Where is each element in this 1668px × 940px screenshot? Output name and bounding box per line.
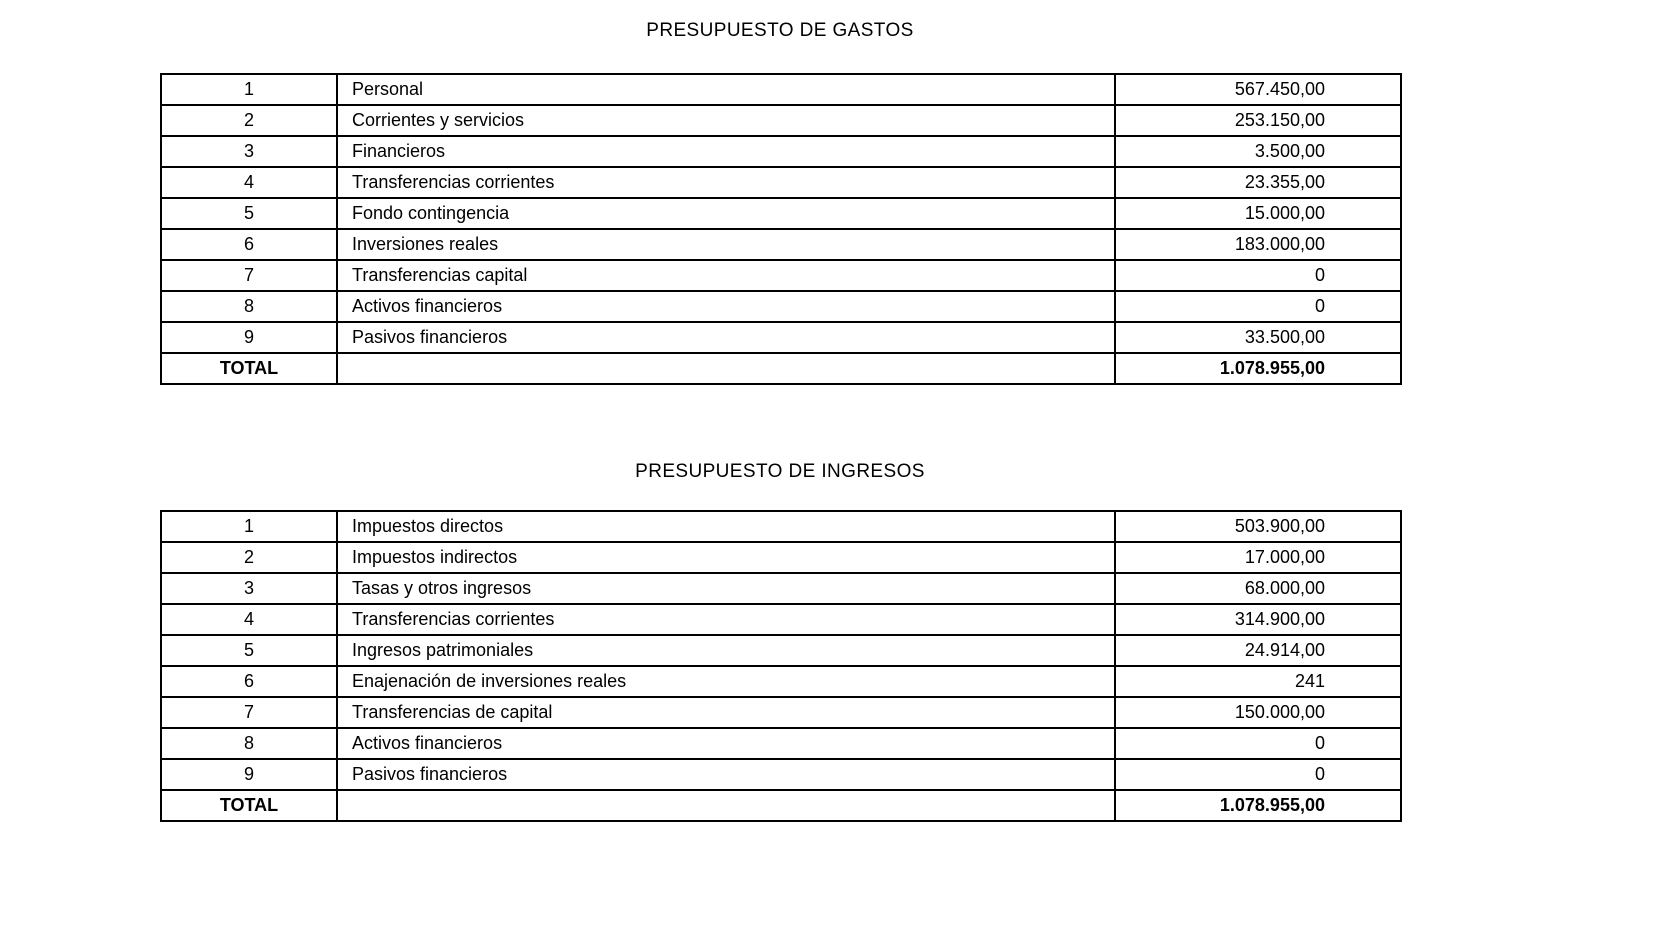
row-concept: Transferencias corrientes [337, 167, 1115, 198]
row-number: 8 [161, 728, 337, 759]
section-gastos [160, 0, 1400, 385]
row-amount: 183.000,00 [1115, 229, 1401, 260]
row-number: 8 [161, 291, 337, 322]
row-number: 5 [161, 198, 337, 229]
table-total-row [161, 353, 1401, 384]
table-row [161, 666, 1401, 697]
row-amount: 68.000,00 [1115, 573, 1401, 604]
row-number: 6 [161, 666, 337, 697]
row-number: 9 [161, 322, 337, 353]
row-concept: Pasivos financieros [337, 322, 1115, 353]
row-amount: 0 [1115, 260, 1401, 291]
table-row [161, 105, 1401, 136]
row-number: 4 [161, 604, 337, 635]
total-spacer [337, 353, 1115, 384]
table-row [161, 573, 1401, 604]
table-row [161, 229, 1401, 260]
row-concept: Transferencias de capital [337, 697, 1115, 728]
row-amount: 23.355,00 [1115, 167, 1401, 198]
row-amount: 0 [1115, 728, 1401, 759]
row-number: 1 [161, 74, 337, 105]
row-amount: 15.000,00 [1115, 198, 1401, 229]
table-row [161, 759, 1401, 790]
row-number: 7 [161, 260, 337, 291]
table-row [161, 511, 1401, 542]
row-amount: 17.000,00 [1115, 542, 1401, 573]
table-total-row [161, 790, 1401, 821]
row-concept: Personal [337, 74, 1115, 105]
table-row [161, 697, 1401, 728]
table-row [161, 74, 1401, 105]
row-concept: Tasas y otros ingresos [337, 573, 1115, 604]
row-concept: Activos financieros [337, 728, 1115, 759]
row-concept: Activos financieros [337, 291, 1115, 322]
row-concept: Ingresos patrimoniales [337, 635, 1115, 666]
row-number: 4 [161, 167, 337, 198]
row-amount: 150.000,00 [1115, 697, 1401, 728]
row-concept: Financieros [337, 136, 1115, 167]
table-row [161, 167, 1401, 198]
row-number: 9 [161, 759, 337, 790]
table-row [161, 728, 1401, 759]
row-amount: 0 [1115, 291, 1401, 322]
ingresos-table-body [161, 511, 1401, 821]
table-row [161, 136, 1401, 167]
gastos-table-body [161, 74, 1401, 384]
row-amount: 0 [1115, 759, 1401, 790]
total-spacer [337, 790, 1115, 821]
row-amount: 253.150,00 [1115, 105, 1401, 136]
gastos-table [160, 73, 1402, 385]
row-number: 7 [161, 697, 337, 728]
table-row [161, 542, 1401, 573]
row-concept: Transferencias corrientes [337, 604, 1115, 635]
row-number: 3 [161, 136, 337, 167]
row-concept: Impuestos indirectos [337, 542, 1115, 573]
row-amount: 241 [1115, 666, 1401, 697]
table-row [161, 198, 1401, 229]
table-row [161, 635, 1401, 666]
gastos-title: PRESUPUESTO DE GASTOS [646, 20, 914, 41]
total-amount: 1.078.955,00 [1115, 790, 1401, 821]
table-row [161, 260, 1401, 291]
row-amount: 33.500,00 [1115, 322, 1401, 353]
row-number: 2 [161, 542, 337, 573]
ingresos-title: PRESUPUESTO DE INGRESOS [635, 461, 925, 482]
row-amount: 3.500,00 [1115, 136, 1401, 167]
row-number: 1 [161, 511, 337, 542]
row-concept: Fondo contingencia [337, 198, 1115, 229]
total-label: TOTAL [161, 353, 337, 384]
row-number: 3 [161, 573, 337, 604]
row-concept: Pasivos financieros [337, 759, 1115, 790]
total-amount: 1.078.955,00 [1115, 353, 1401, 384]
row-amount: 567.450,00 [1115, 74, 1401, 105]
total-label: TOTAL [161, 790, 337, 821]
section-ingresos [160, 385, 1400, 822]
table-row [161, 604, 1401, 635]
row-concept: Impuestos directos [337, 511, 1115, 542]
row-amount: 503.900,00 [1115, 511, 1401, 542]
row-number: 5 [161, 635, 337, 666]
row-amount: 24.914,00 [1115, 635, 1401, 666]
row-concept: Enajenación de inversiones reales [337, 666, 1115, 697]
table-row [161, 322, 1401, 353]
ingresos-table [160, 510, 1402, 822]
row-number: 2 [161, 105, 337, 136]
table-row [161, 291, 1401, 322]
row-amount: 314.900,00 [1115, 604, 1401, 635]
row-concept: Transferencias capital [337, 260, 1115, 291]
row-concept: Corrientes y servicios [337, 105, 1115, 136]
row-concept: Inversiones reales [337, 229, 1115, 260]
row-number: 6 [161, 229, 337, 260]
